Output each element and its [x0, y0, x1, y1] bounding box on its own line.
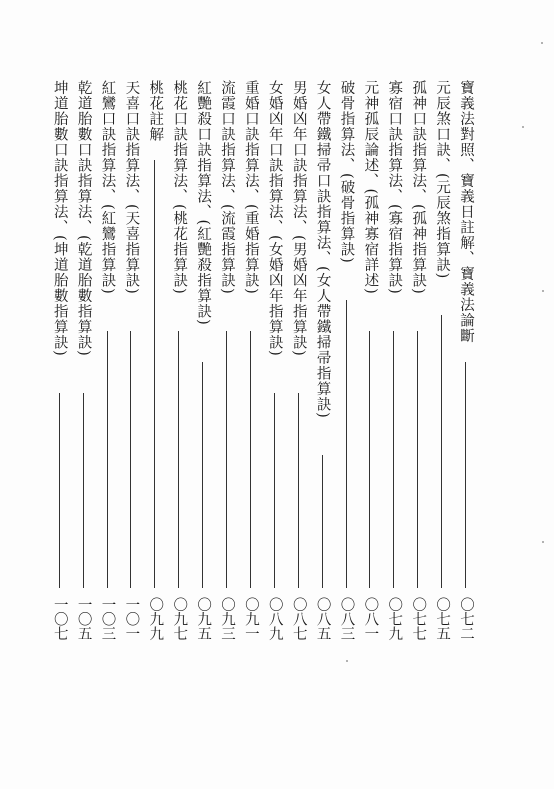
toc-entry — [216, 80, 238, 640]
toc-entry — [49, 80, 71, 640]
toc-entry — [120, 80, 142, 640]
toc-leader-line — [250, 331, 251, 589]
toc-entry-title: 桃花口訣指算法、(桃花指算訣) — [171, 80, 188, 295]
toc-leader-line — [178, 331, 179, 589]
toc-entry — [97, 80, 119, 640]
toc-entry-title: 天喜口訣指算法、(天喜指算訣) — [123, 80, 140, 295]
toc-entry-title: 坤道胎數口訣指算法、(坤道胎數指算訣) — [51, 80, 68, 357]
toc-leader-line — [441, 315, 442, 588]
toc-leader-line — [107, 331, 108, 589]
toc-leader-line — [417, 331, 418, 589]
toc-entry — [407, 80, 429, 640]
scan-speck — [541, 42, 543, 44]
toc-page-number: 〇九五 — [195, 596, 212, 640]
toc-entry — [383, 80, 405, 640]
toc-entry-title: 女婚凶年口訣指算法、(女婚凶年指算訣) — [266, 80, 283, 357]
toc-entry — [336, 80, 358, 640]
toc-entry — [312, 80, 334, 640]
toc-page-number: 一〇三 — [99, 596, 116, 640]
toc-page-number: 〇七二 — [458, 596, 474, 640]
toc-entry-title: 破骨指算法、(破骨指算訣) — [338, 80, 355, 264]
toc-leader-line — [274, 393, 275, 589]
scan-speck — [542, 541, 544, 543]
toc-entry-title: 女人帶鐵掃帚口訣指算法、(女人帶鐵掃帚指算訣) — [314, 80, 331, 419]
toc-leader-line — [83, 393, 84, 589]
toc-leader-line — [465, 362, 466, 589]
toc-leader-line — [298, 393, 299, 589]
toc-page-number: 〇八七 — [290, 596, 307, 640]
toc-page-number: 〇八五 — [314, 596, 331, 640]
toc-page-number: 一〇五 — [75, 596, 92, 640]
toc-entry — [144, 80, 166, 640]
toc-leader-line — [154, 160, 155, 588]
toc-entry-title: 紅鸞口訣指算法、(紅鸞指算訣) — [99, 80, 116, 295]
toc-page-number: 〇七五 — [434, 596, 451, 640]
toc-entry-title: 寡宿口訣指算法、(寡宿指算訣) — [386, 80, 403, 295]
toc-page-number: 〇九三 — [219, 596, 235, 640]
toc-entry — [168, 80, 190, 640]
toc-entry-title: 男婚凶年口訣指算法、(男婚凶年指算訣) — [290, 80, 307, 357]
toc-entry-title: 元辰煞口訣、(元辰煞指算訣) — [434, 80, 451, 280]
toc-page-number: 一〇一 — [123, 596, 140, 640]
toc-leader-line — [393, 331, 394, 589]
scan-speck — [346, 660, 348, 662]
toc-leader-line — [369, 331, 370, 589]
toc-entry-title: 流霞口訣指算法、(流霞指算訣) — [219, 80, 235, 295]
toc-entry — [73, 80, 95, 640]
scan-speck — [522, 126, 524, 128]
toc-entry-title: 元神孤辰論述、(孤神寡宿詳述) — [362, 80, 379, 295]
toc-page-number: 〇九一 — [242, 596, 259, 640]
toc-entry-title: 寶義法對照、寶義日註解、寶義法論斷 — [458, 80, 474, 344]
toc-entry-title: 紅艷殺口訣指算法、(紅艷殺指算訣) — [195, 80, 212, 326]
toc-page-number: 〇七七 — [410, 596, 427, 640]
toc-entry-title: 孤神口訣指算法、(孤神指算訣) — [410, 80, 427, 295]
toc-leader-line — [202, 362, 203, 589]
toc-entry — [288, 80, 310, 640]
toc-entry — [359, 80, 381, 640]
scan-speck — [542, 290, 544, 292]
toc-leader-line — [226, 331, 227, 589]
toc-page-number: 〇八三 — [338, 596, 355, 640]
toc-page-number: 〇七九 — [386, 596, 403, 640]
toc-leader-line — [322, 455, 323, 589]
toc-entry — [192, 80, 214, 640]
toc-entry-title: 桃花註解 — [147, 80, 164, 142]
toc-entry — [240, 80, 262, 640]
toc-entry-title: 重婚口訣指算法、(重婚指算訣) — [242, 80, 259, 295]
toc-entry — [455, 80, 477, 640]
toc-page-number: 一〇七 — [51, 596, 68, 640]
toc-entry-title: 乾道胎數口訣指算法、(乾道胎數指算訣) — [75, 80, 92, 357]
toc-entry — [264, 80, 286, 640]
toc-page-number: 〇八九 — [266, 596, 283, 640]
toc-page-number: 〇九七 — [171, 596, 188, 640]
toc-entry — [431, 80, 453, 640]
toc-leader-line — [59, 393, 60, 589]
toc-page-number: 〇九九 — [147, 596, 164, 640]
toc-page-number: 〇八一 — [362, 596, 379, 640]
toc-leader-line — [346, 300, 347, 589]
toc-leader-line — [130, 331, 131, 589]
